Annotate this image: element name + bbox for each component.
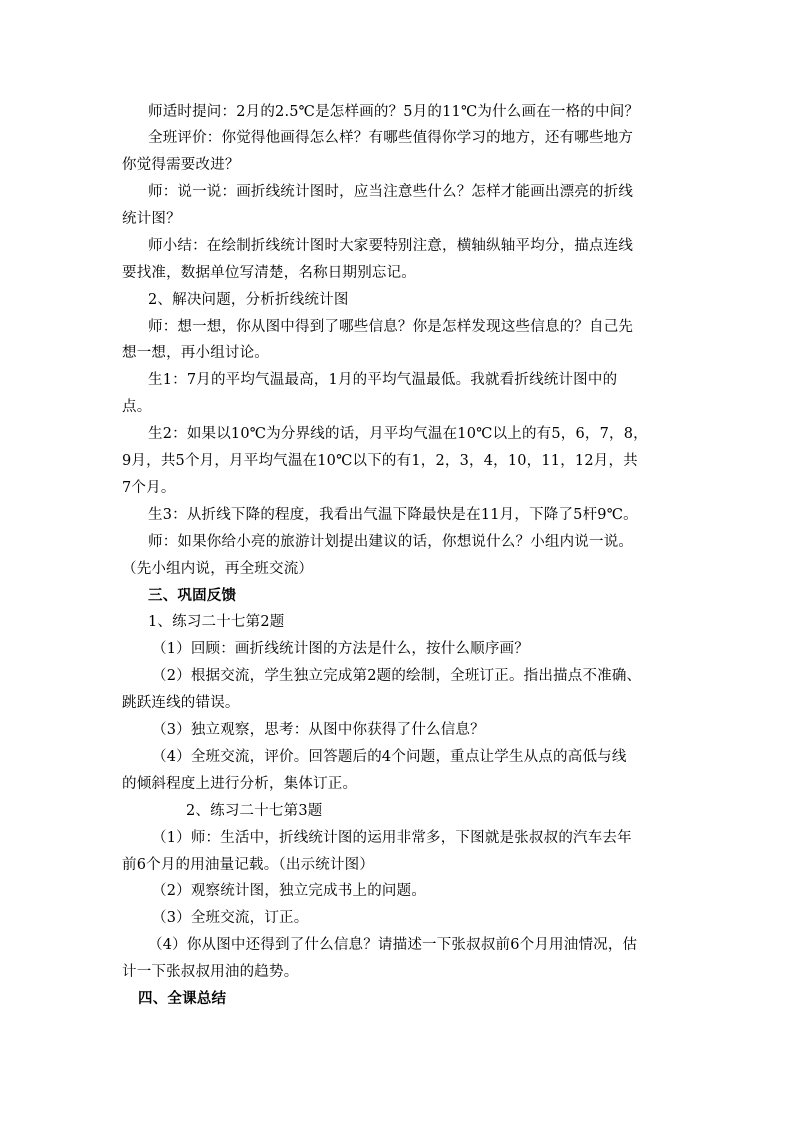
text-line: 生3：从折线下降的程度，我看出气温下降最快是在11月，下降了5杆9℃。 <box>148 507 638 523</box>
text-line: （4）你从图中还得到了什么信息？请描述一下张叔叔前6个月用油情况，估 <box>148 937 638 953</box>
text-line: （4）全班交流，评价。回答题后的4个问题，重点让学生从点的高低与线 <box>152 749 627 765</box>
text-line: 生2：如果以10℃为分界线的话，月平均气温在10℃以上的有5，6，7，8， <box>148 426 648 442</box>
text-line: （1）师：生活中，折线统计图的运用非常多，下图就是张叔叔的汽车去年 <box>152 830 632 846</box>
text-line: 7个月。 <box>122 480 176 496</box>
text-line: 跳跃连线的错误。 <box>122 695 240 711</box>
text-line: 计一下张叔叔用油的趋势。 <box>122 964 299 980</box>
section-subheading: 2、解决问题，分析折线统计图 <box>148 292 349 308</box>
text-line: （3）全班交流，订正。 <box>152 910 309 926</box>
text-line: 全班评价：你觉得他画得怎么样？有哪些值得你学习的地方，还有哪些地方 <box>148 130 634 146</box>
text-line: 要找准，数据单位写清楚，名称日期别忘记。 <box>122 265 416 281</box>
text-line: 师：如果你给小亮的旅游计划提出建议的话，你想说什么？小组内说一说。 <box>148 534 634 550</box>
section-heading: 四、全课总结 <box>138 990 227 1007</box>
section-subheading: 1、练习二十七第2题 <box>148 614 285 630</box>
text-line: 的倾斜程度上进行分析，集体订正。 <box>122 776 358 792</box>
text-line: 生1：7月的平均气温最高，1月的平均气温最低。我就看折线统计图中的 <box>148 372 618 388</box>
text-line: 点。 <box>122 399 152 415</box>
section-heading: 三、巩固反馈 <box>148 587 237 604</box>
text-line: （2）观察统计图，独立完成书上的问题。 <box>152 883 427 899</box>
text-line: 师：想一想，你从图中得到了哪些信息？你是怎样发现这些信息的？自己先 <box>148 319 634 335</box>
text-line: 9月，共5个月，月平均气温在10℃以下的有1，2，3，4，10，11，12月，共 <box>122 453 638 469</box>
text-line: 师小结：在绘制折线统计图时大家要特别注意，横轴纵轴平均分，描点连线 <box>148 238 634 254</box>
text-line: 想一想，再小组讨论。 <box>122 345 269 361</box>
text-line: 前6个月的用油量记载。（出示统计图） <box>122 857 375 873</box>
text-line: （先小组内说，再全班交流） <box>122 561 314 577</box>
text-line: （2）根据交流，学生独立完成第2题的绘制，全班订正。指出描点不准确、 <box>152 668 642 684</box>
text-line: 你觉得需要改进？ <box>122 157 240 173</box>
text-line: 师适时提问：2月的2.5℃是怎样画的？5月的11℃为什么画在一格的中间？ <box>148 104 640 120</box>
section-subheading: 2、练习二十七第3题 <box>186 803 323 819</box>
text-line: 师：说一说：画折线统计图时，应当注意些什么？怎样才能画出漂亮的折线 <box>148 184 634 200</box>
text-line: 统计图？ <box>122 211 181 227</box>
text-line: （3）独立观察，思考：从图中你获得了什么信息？ <box>152 722 485 738</box>
text-line: （1）回顾：画折线统计图的方法是什么，按什么顺序画？ <box>152 641 529 657</box>
